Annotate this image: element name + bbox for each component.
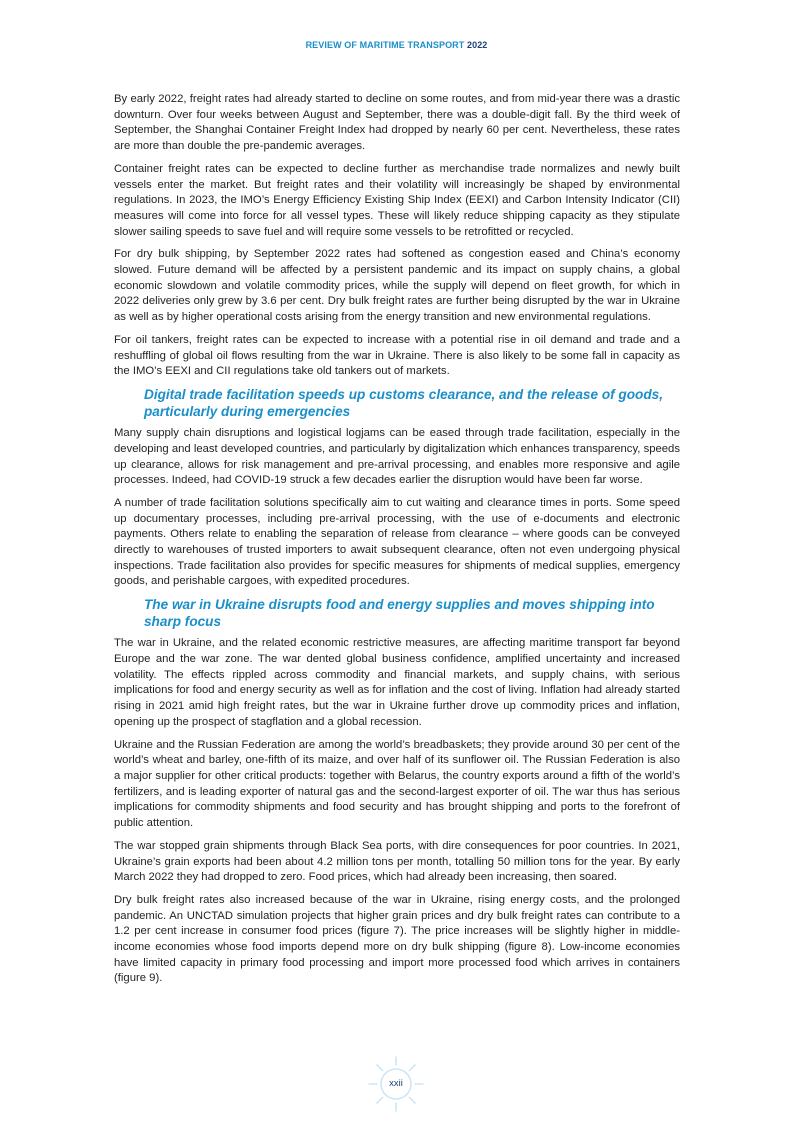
- running-header: [0, 40, 793, 50]
- body-paragraph: A number of trade facilitation solutions specifically aim to cut waiting and clearance times in ports. Some speed up documentary processes, including pre-arrival processing, with the use of e-documents and electronic payments. Others relate to enabling the separation of release from clearance – where goods can be conveyed directly to warehouses of trusted importers to await subsequent clearance, often not even undergoing physical inspections. Trade facilitation also provides for specific measures for shipments of medical supplies, emergency goods, and perishable cargoes, with expedited procedures.: [114, 496, 680, 588]
- section-heading: The war in Ukraine disrupts food and energy supplies and moves shipping into sharp focus: [144, 597, 655, 629]
- body-paragraph: Many supply chain disruptions and logistical logjams can be eased through trade facilitation, especially in the developing and least developed countries, and particularly by digitalization which enhances transparency, speeds up clearance, allows for risk management and pre-arrival processing, and enables more responsive and agile processes. Indeed, had COVID-19 struck a few decades earlier the disruption would have been far worse.: [114, 427, 680, 487]
- body-paragraph: For oil tankers, freight rates can be expected to increase with a potential rise in oil demand and trade and a reshuffling of global oil flows resulting from the war in Ukraine. There is also likely to be some fall in capacity as the IMO’s EEXI and CII regulations take old tankers out of markets.: [114, 333, 680, 378]
- body-paragraph: Ukraine and the Russian Federation are among the world’s breadbaskets; they provide around 30 per cent of the world’s wheat and barley, one-fifth of its maize, and over half of its sunflower oil. The Russian Federation is also a major supplier for other critical products: together with Belarus, the country exports around a fifth of the world’s fertilizers, and is leading exporter of natural gas and the second-largest exporter of oil. The war thus has serious implications for commodity shipments and food security and has brought shipping and ports to the forefront of public attention.: [114, 738, 680, 830]
- header-year: 2022: [466, 40, 488, 50]
- section-heading: Digital trade facilitation speeds up customs clearance, and the release of goods, particularly during emergencies: [144, 386, 663, 419]
- body-paragraph: For dry bulk shipping, by September 2022 rates had softened as congestion eased and China’s economy slowed. Future demand will be affected by a persistent pandemic and its impact on supply chains, a global economic slowdown and volatile commodity prices, while the supply will depend on fleet growth, for which in 2022 deliveries only grew by 3.6 per cent. Dry bulk freight rates are further being disrupted by the war in Ukraine as well as by higher operational costs arising from the energy transition and new environmental regulations.: [114, 248, 680, 324]
- body-content: [114, 92, 680, 994]
- header-title: REVIEW OF MARITIME TRANSPORT: [305, 40, 465, 50]
- page-number: xxii: [389, 1078, 403, 1089]
- body-paragraph: By early 2022, freight rates had already started to decline on some routes, and from mid-year there was a drastic downturn. Over four weeks between August and September, there was a double-digit fall. By the third week of September, the Shanghai Container Freight Index had dropped by nearly 60 per cent. Nevertheless, these rates are more than double the pre-pandemic averages.: [114, 93, 680, 153]
- body-paragraph: Dry bulk freight rates also increased because of the war in Ukraine, rising energy costs, and the prolonged pandemic. An UNCTAD simulation projects that higher grain prices and dry bulk freight rates can contribute to a 1.2 per cent increase in consumer food prices (figure 7). The price increases will be slightly higher in middle-income economies whose food imports depend more on dry bulk shipping (figure 8). Low-income economies have limited capacity in primary food processing and import more processed food which arrives in containers (figure 9).: [114, 893, 680, 985]
- body-paragraph: The war in Ukraine, and the related economic restrictive measures, are affecting maritime transport far beyond Europe and the war zone. The war dented global business confidence, amplified uncertainty and increased volatility. The effects rippled across commodity and financial markets, and supply chains, with serious implications for food and energy security as well as for inflation and the cost of living. Inflation had already started rising in 2021 amid high freight rates, but the war in Ukraine further drove up commodity prices and inflation, opening up the prospect of stagflation and a global recession.: [114, 637, 680, 728]
- body-paragraph: The war stopped grain shipments through Black Sea ports, with dire consequences for poor countries. In 2021, Ukraine’s grain exports had been about 4.2 million tons per month, totalling 50 million tons for the year. By early March 2022 they had dropped to zero. Food prices, which had already been increasing, then soared.: [114, 839, 680, 884]
- body-paragraph: Container freight rates can be expected to decline further as merchandise trade normalizes and newly built vessels enter the market. But freight rates and their volatility will increasingly be shaped by environmental regulations. In 2023, the IMO’s Energy Efficiency Existing Ship Index (EEXI) and Carbon Intensity Indicator (CII) measures will come into force for all vessel types. These will likely reduce shipping capacity as they stipulate slower sailing speeds to save fuel and will require some vessels to be retrofitted or recycled.: [114, 162, 680, 238]
